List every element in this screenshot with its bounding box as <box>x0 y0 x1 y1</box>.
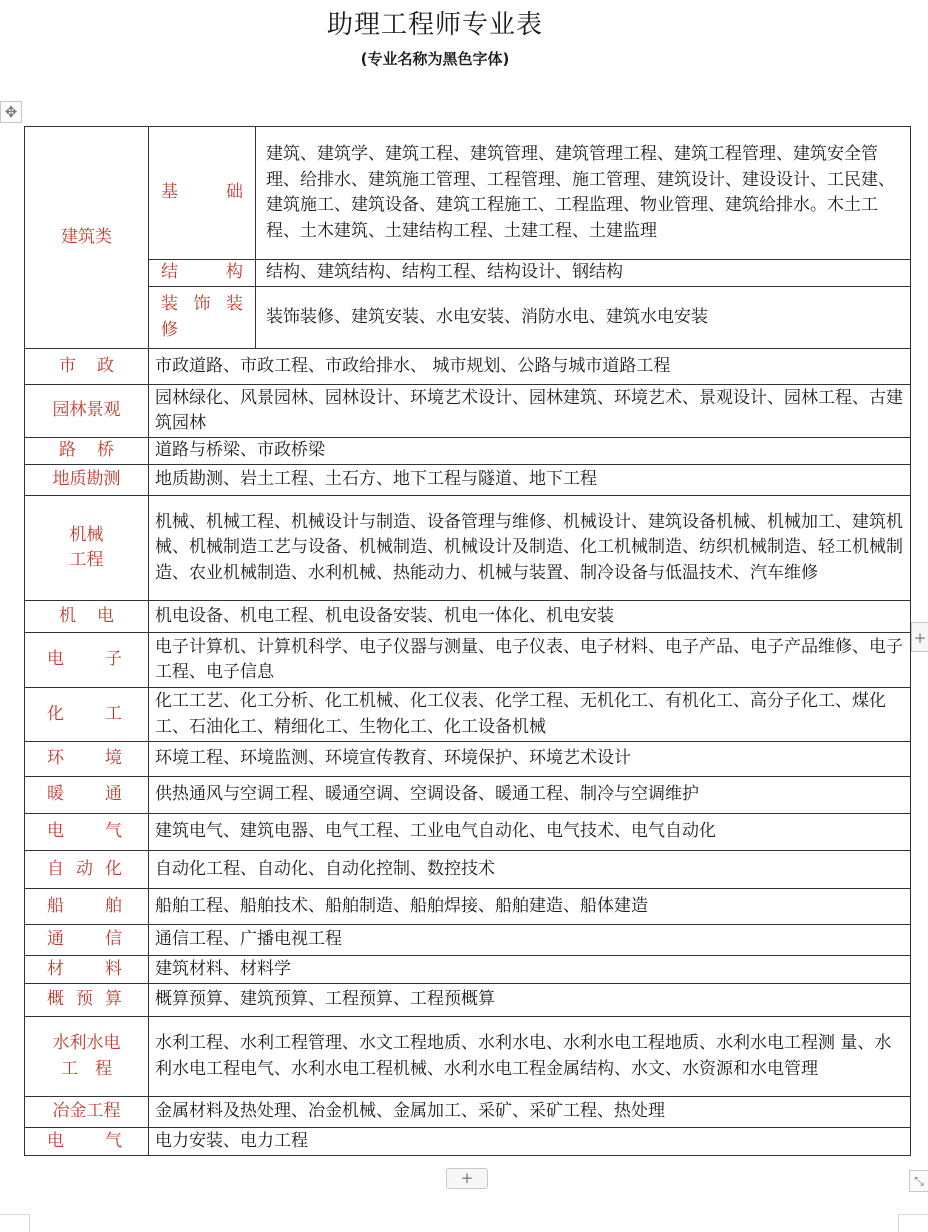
category-cell <box>25 851 149 889</box>
table-row <box>25 496 911 601</box>
table-row <box>25 349 911 385</box>
table-row <box>25 814 911 851</box>
category-char: 环 <box>47 748 64 769</box>
category-cell <box>25 438 149 465</box>
category-char: 电 <box>47 821 64 842</box>
majors-cell: 自动化工程、自动化、自动化控制、数控技术 <box>149 851 911 889</box>
add-row-button[interactable]: + <box>446 1168 488 1189</box>
category-cell <box>25 1017 149 1097</box>
category-char: 材 <box>47 958 64 979</box>
table-row <box>25 601 911 633</box>
category-char: 预 <box>76 989 93 1010</box>
table-row <box>25 688 911 742</box>
category-char: 气 <box>105 821 122 842</box>
majors-cell: 水利工程、水利工程管理、水文工程地质、水利水电、水利水电工程地质、水利水电工程测 量、水利水电工程电气、水利水电工程机械、水利水电工程金属结构、水文、水资源和水电管理 <box>149 1017 911 1097</box>
category-char: 动 <box>76 858 93 879</box>
category-char: 电 <box>97 605 114 626</box>
category-char: 料 <box>105 958 122 979</box>
subcategory-char: 构 <box>226 262 243 283</box>
majors-cell: 供热通风与空调工程、暖通空调、空调设备、暖通工程、制冷与空调维护 <box>149 777 911 814</box>
category-cell <box>25 465 149 496</box>
category-char: 园林景观 <box>52 400 121 421</box>
category-cell <box>25 777 149 814</box>
majors-cell: 建筑电气、建筑电器、电气工程、工业电气自动化、电气技术、电气自动化 <box>149 814 911 851</box>
category-char: 工 <box>105 703 122 724</box>
category-cell <box>25 496 149 601</box>
category-char: 气 <box>105 1130 122 1151</box>
table-row <box>25 889 911 925</box>
category-char: 政 <box>97 355 114 376</box>
category-char: 舶 <box>105 895 122 916</box>
table-row <box>25 287 911 349</box>
category-char: 路 <box>59 440 76 461</box>
table-row <box>25 1128 911 1156</box>
category-char: 算 <box>105 989 122 1010</box>
table-row <box>25 1097 911 1128</box>
category-cell <box>25 1097 149 1128</box>
table-row <box>25 956 911 984</box>
category-line: 工程 <box>69 550 104 570</box>
subcategory-char: 装 <box>226 294 243 314</box>
table-row <box>25 777 911 814</box>
category-char: 市 <box>59 355 76 376</box>
profession-table <box>24 126 911 1156</box>
subcategory-foundation <box>149 127 256 260</box>
subcategory-char: 修 <box>161 319 178 340</box>
subcategory-structure <box>149 260 256 287</box>
subcategory-decoration <box>149 287 256 349</box>
majors-cell: 建筑、建筑学、建筑工程、建筑管理、建筑管理工程、建筑工程管理、建筑安全管理、给排水、建筑施工管理、工程管理、施工管理、建筑设计、建设设计、工民建、建筑施工、建筑设备、建筑工程施工、工程监理、物业管理、建筑给排水。木土工程、土木建筑、土建结构工程、土建工程、土建监理 <box>256 127 911 260</box>
add-column-button[interactable]: + <box>911 622 928 652</box>
category-char: 船 <box>47 895 64 916</box>
majors-cell: 地质勘测、岩土工程、土石方、地下工程与隧道、地下工程 <box>149 465 911 496</box>
table-move-icon[interactable]: ✥ <box>0 101 22 123</box>
category-char: 通 <box>47 929 64 950</box>
majors-cell: 建筑材料、材料学 <box>149 956 911 984</box>
table-row <box>25 1017 911 1097</box>
majors-cell: 金属材料及热处理、冶金机械、金属加工、采矿、采矿工程、热处理 <box>149 1097 911 1128</box>
subcategory-char: 结 <box>161 262 178 283</box>
majors-cell: 环境工程、环境监测、环境宣传教育、环境保护、环境艺术设计 <box>149 742 911 777</box>
table-row <box>25 260 911 287</box>
category-cell <box>25 601 149 633</box>
majors-cell: 化工工艺、化工分析、化工机械、化工仪表、化学工程、无机化工、有机化工、高分子化工、煤化工、石油化工、精细化工、生物化工、化工设备机械 <box>149 688 911 742</box>
table-row <box>25 851 911 889</box>
category-cell <box>25 349 149 385</box>
category-char: 电 <box>47 1130 64 1151</box>
table-row <box>25 465 911 496</box>
category-char: 概 <box>47 989 64 1010</box>
table-row <box>25 633 911 688</box>
category-char: 电 <box>47 649 64 670</box>
category-line: 水利水电 <box>52 1033 121 1053</box>
category-cell <box>25 1128 149 1156</box>
majors-cell: 通信工程、广播电视工程 <box>149 925 911 956</box>
majors-cell: 道路与桥梁、市政桥梁 <box>149 438 911 465</box>
subcategory-char: 基 <box>161 182 178 203</box>
category-cell <box>25 385 149 438</box>
category-cell <box>25 956 149 984</box>
subcategory-char: 装 <box>161 294 178 314</box>
category-char: 暖 <box>47 784 64 805</box>
category-building: 建筑类 <box>25 127 149 349</box>
category-char: 桥 <box>97 440 114 461</box>
majors-cell: 船舶工程、船舶技术、船舶制造、船舶焊接、船舶建造、船体建造 <box>149 889 911 925</box>
category-line: 机械 <box>69 524 104 545</box>
majors-cell: 结构、建筑结构、结构工程、结构设计、钢结构 <box>256 260 911 287</box>
majors-cell: 市政道路、市政工程、市政给排水、 城市规划、公路与城市道路工程 <box>149 349 911 385</box>
category-char: 子 <box>105 649 122 670</box>
majors-cell: 概算预算、建筑预算、工程预算、工程预概算 <box>149 984 911 1017</box>
category-char: 化 <box>47 703 64 724</box>
category-char: 信 <box>105 929 122 950</box>
category-cell <box>25 633 149 688</box>
category-cell <box>25 742 149 777</box>
majors-cell: 装饰装修、建筑安装、水电安装、消防水电、建筑水电安装 <box>256 287 911 349</box>
category-cell <box>25 925 149 956</box>
category-char: 化 <box>105 858 122 879</box>
category-char: 地质勘测 <box>52 469 121 490</box>
category-char: 冶金工程 <box>52 1101 121 1122</box>
table-row <box>25 925 911 956</box>
category-char: 通 <box>105 784 122 805</box>
table-row <box>25 984 911 1017</box>
category-cell <box>25 688 149 742</box>
page-corner <box>0 1214 30 1232</box>
table-row <box>25 127 911 260</box>
majors-cell: 机电设备、机电工程、机电设备安装、机电一体化、机电安装 <box>149 601 911 633</box>
category-char: 自 <box>47 858 64 879</box>
majors-cell: 电子计算机、计算机科学、电子仪器与测量、电子仪表、电子材料、电子产品、电子产品维修、电子工程、电子信息 <box>149 633 911 688</box>
majors-cell: 园林绿化、风景园林、园林设计、环境艺术设计、园林建筑、环境艺术、景观设计、园林工程、古建筑园林 <box>149 385 911 438</box>
majors-cell: 机械、机械工程、机械设计与制造、设备管理与维修、机械设计、建筑设备机械、机械加工、建筑机械、机械制造工艺与设备、机械制造、机械设计及制造、化工机械制造、纺织机械制造、轻工机械制造、农业机械制造、水利机械、热能动力、机械与装置、制冷设备与低温技术、汽车维修 <box>149 496 911 601</box>
subcategory-char: 础 <box>226 182 243 203</box>
table-row <box>25 438 911 465</box>
table-row <box>25 742 911 777</box>
table-resize-icon[interactable]: ⤡ <box>909 1170 928 1192</box>
category-cell <box>25 889 149 925</box>
category-char: 机 <box>59 605 76 626</box>
majors-cell: 电力安装、电力工程 <box>149 1128 911 1156</box>
category-cell <box>25 984 149 1017</box>
category-char: 境 <box>105 748 122 769</box>
document-subtitle: (专业名称为黑色字体) <box>360 50 510 68</box>
page-corner <box>898 1214 928 1232</box>
subcategory-char: 饰 <box>193 294 211 314</box>
category-line: 工 程 <box>61 1058 112 1079</box>
table-row <box>25 385 911 438</box>
document-title: 助理工程师专业表 <box>326 10 543 40</box>
category-cell <box>25 814 149 851</box>
